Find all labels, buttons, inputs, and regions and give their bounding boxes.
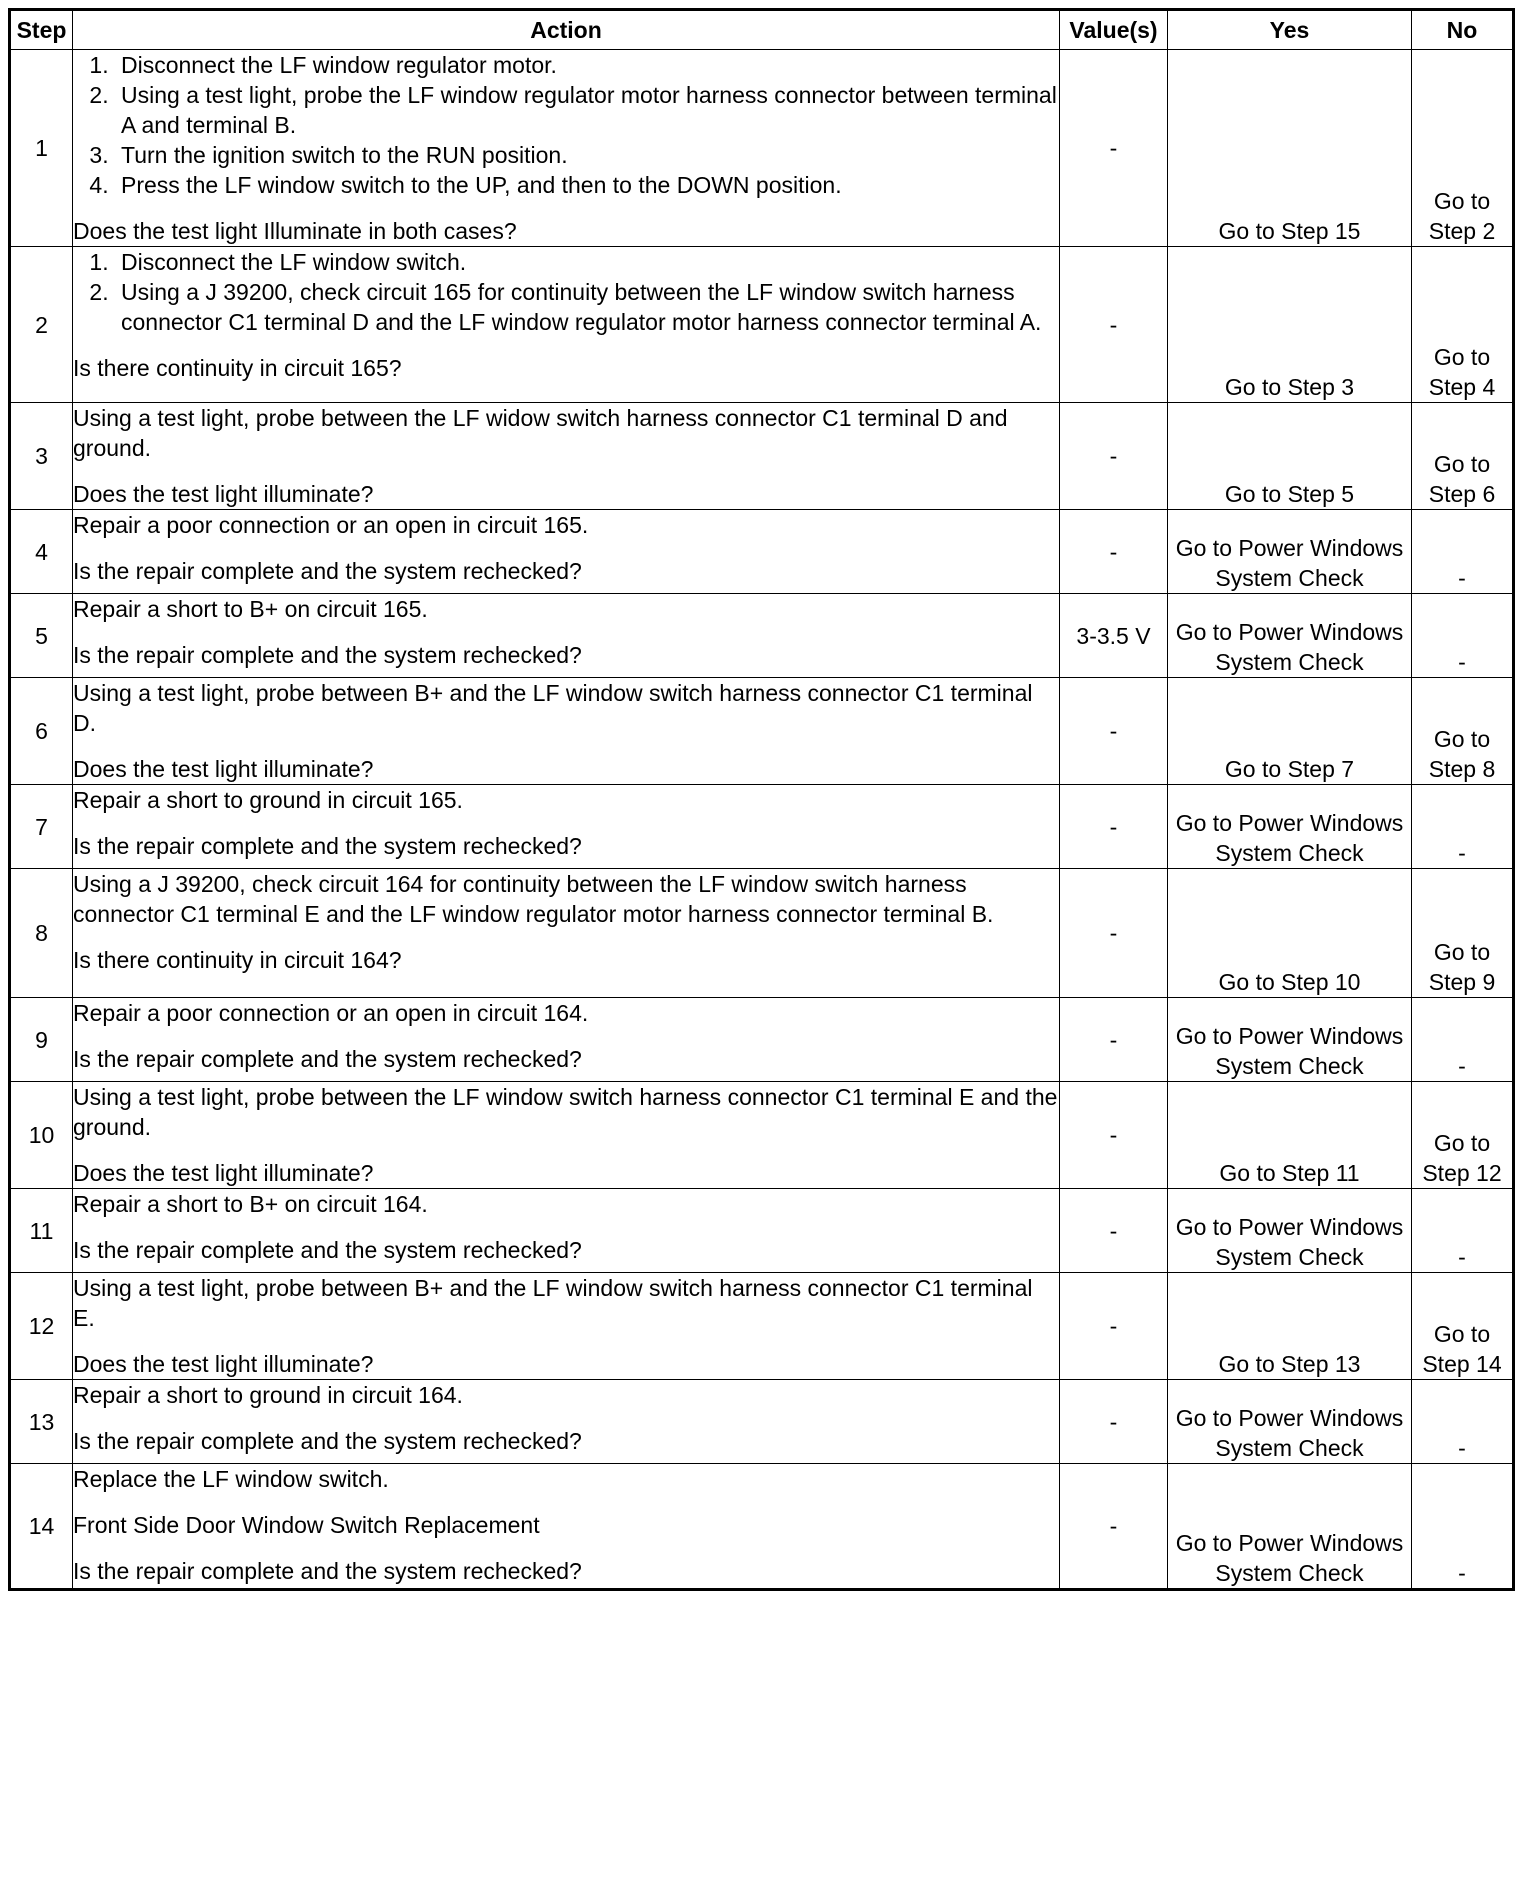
action-question: Is the repair complete and the system rechecked? — [73, 558, 582, 584]
yes-cell: Go to Power Windows System Check — [1168, 1189, 1412, 1273]
yes-cell: Go to Power Windows System Check — [1168, 594, 1412, 678]
table-row — [10, 869, 1514, 998]
value-cell: 3-3.5 V — [1060, 594, 1168, 678]
action-text: Using a test light, probe between the LF window switch harness connector C1 terminal E and the ground. — [73, 1084, 1058, 1140]
table-row — [10, 1380, 1514, 1464]
action-question: Does the test light illuminate? — [73, 1160, 374, 1186]
value-cell: - — [1060, 403, 1168, 510]
step-number: 10 — [10, 1082, 73, 1189]
value-cell: - — [1060, 998, 1168, 1082]
value-cell: - — [1060, 247, 1168, 403]
no-cell: Go to Step 2 — [1412, 50, 1514, 247]
yes-cell: Go to Step 5 — [1168, 403, 1412, 510]
table-row — [10, 678, 1514, 785]
action-text: Using a test light, probe between the LF widow switch harness connector C1 terminal D and ground. — [73, 405, 1008, 461]
action-text: Using a test light, probe between B+ and the LF window switch harness connector C1 terminal E. — [73, 1275, 1033, 1331]
action-question: Is the repair complete and the system rechecked? — [73, 1558, 582, 1584]
action-text: Replace the LF window switch. — [73, 1466, 389, 1492]
action-step: 1. Disconnect the LF window regulator motor. — [115, 50, 1059, 80]
yes-cell: Go to Step 13 — [1168, 1273, 1412, 1380]
action-cell — [73, 1082, 1060, 1189]
step-number: 9 — [10, 998, 73, 1082]
diagnostic-table — [8, 8, 1515, 1591]
no-cell: - — [1412, 1380, 1514, 1464]
yes-cell: Go to Step 10 — [1168, 869, 1412, 998]
yes-cell: Go to Step 7 — [1168, 678, 1412, 785]
action-step: 1. Disconnect the LF window switch. — [115, 247, 1059, 277]
step-number: 11 — [10, 1189, 73, 1273]
action-question: Is the repair complete and the system rechecked? — [73, 1428, 582, 1454]
no-cell: - — [1412, 510, 1514, 594]
step-number: 4 — [10, 510, 73, 594]
action-cell — [73, 1464, 1060, 1590]
action-cell — [73, 1273, 1060, 1380]
yes-cell: Go to Power Windows System Check — [1168, 510, 1412, 594]
action-text: Using a J 39200, check circuit 164 for continuity between the LF window switch harness connector C1 terminal E and the LF window regulator motor harness connector terminal B. — [73, 871, 994, 927]
action-steps-list — [73, 247, 1059, 337]
step-number: 3 — [10, 403, 73, 510]
header-action: Action — [73, 10, 1060, 50]
action-question: Does the test light Illuminate in both cases? — [73, 218, 517, 244]
header-row — [10, 10, 1514, 50]
action-question: Is the repair complete and the system rechecked? — [73, 642, 582, 668]
no-cell: Go to Step 8 — [1412, 678, 1514, 785]
value-cell: - — [1060, 785, 1168, 869]
action-step: 4. Press the LF window switch to the UP, and then to the DOWN position. — [115, 170, 1059, 200]
procedure-link[interactable]: Front Side Door Window Switch Replacement — [73, 1512, 540, 1538]
step-number: 1 — [10, 50, 73, 247]
no-cell: - — [1412, 1189, 1514, 1273]
yes-cell: Go to Power Windows System Check — [1168, 998, 1412, 1082]
no-cell: - — [1412, 998, 1514, 1082]
action-text: Repair a short to ground in circuit 165. — [73, 787, 463, 813]
table-row — [10, 1189, 1514, 1273]
action-cell — [73, 594, 1060, 678]
action-question: Is the repair complete and the system rechecked? — [73, 1046, 582, 1072]
action-step: 2. Using a test light, probe the LF window regulator motor harness connector between terminal A and terminal B. — [115, 80, 1059, 140]
yes-cell: Go to Step 15 — [1168, 50, 1412, 247]
step-number: 8 — [10, 869, 73, 998]
action-cell — [73, 50, 1060, 247]
step-number: 13 — [10, 1380, 73, 1464]
action-step: 2. Using a J 39200, check circuit 165 for continuity between the LF window switch harness connector C1 terminal D and the LF window regulator motor harness connector terminal A. — [115, 277, 1059, 337]
table-row — [10, 594, 1514, 678]
action-question: Is the repair complete and the system rechecked? — [73, 1237, 582, 1263]
no-cell: Go to Step 9 — [1412, 869, 1514, 998]
value-cell: - — [1060, 678, 1168, 785]
value-cell: - — [1060, 1189, 1168, 1273]
header-step: Step — [10, 10, 73, 50]
action-cell — [73, 247, 1060, 403]
yes-cell: Go to Step 3 — [1168, 247, 1412, 403]
table-row — [10, 1464, 1514, 1590]
header-yes: Yes — [1168, 10, 1412, 50]
action-question: Is the repair complete and the system rechecked? — [73, 833, 582, 859]
action-cell — [73, 869, 1060, 998]
no-cell: Go to Step 4 — [1412, 247, 1514, 403]
value-cell: - — [1060, 1273, 1168, 1380]
table-body — [10, 50, 1514, 1590]
step-number: 7 — [10, 785, 73, 869]
step-number: 5 — [10, 594, 73, 678]
no-cell: Go to Step 14 — [1412, 1273, 1514, 1380]
action-question: Does the test light illuminate? — [73, 756, 374, 782]
table-row — [10, 50, 1514, 247]
action-cell — [73, 678, 1060, 785]
action-cell — [73, 1189, 1060, 1273]
action-text: Repair a short to B+ on circuit 165. — [73, 596, 428, 622]
step-number: 2 — [10, 247, 73, 403]
action-steps-list — [73, 50, 1059, 200]
table-row — [10, 403, 1514, 510]
step-number: 12 — [10, 1273, 73, 1380]
value-cell: - — [1060, 50, 1168, 247]
value-cell: - — [1060, 1464, 1168, 1590]
header-values: Value(s) — [1060, 10, 1168, 50]
action-cell — [73, 785, 1060, 869]
value-cell: - — [1060, 510, 1168, 594]
table-row — [10, 1273, 1514, 1380]
action-cell — [73, 998, 1060, 1082]
table-row — [10, 998, 1514, 1082]
action-text: Repair a poor connection or an open in circuit 165. — [73, 512, 589, 538]
action-text: Repair a short to B+ on circuit 164. — [73, 1191, 428, 1217]
action-question: Does the test light illuminate? — [73, 481, 374, 507]
action-step: 3. Turn the ignition switch to the RUN position. — [115, 140, 1059, 170]
action-cell — [73, 403, 1060, 510]
action-question: Is there continuity in circuit 164? — [73, 947, 402, 973]
no-cell: - — [1412, 785, 1514, 869]
action-cell — [73, 510, 1060, 594]
table-row — [10, 510, 1514, 594]
header-no: No — [1412, 10, 1514, 50]
no-cell: Go to Step 12 — [1412, 1082, 1514, 1189]
no-cell: Go to Step 6 — [1412, 403, 1514, 510]
value-cell: - — [1060, 1380, 1168, 1464]
yes-cell: Go to Step 11 — [1168, 1082, 1412, 1189]
yes-cell: Go to Power Windows System Check — [1168, 1380, 1412, 1464]
table-row — [10, 247, 1514, 403]
table-row — [10, 1082, 1514, 1189]
no-cell: - — [1412, 594, 1514, 678]
no-cell: - — [1412, 1464, 1514, 1590]
action-question: Is there continuity in circuit 165? — [73, 355, 402, 381]
action-cell — [73, 1380, 1060, 1464]
step-number: 6 — [10, 678, 73, 785]
yes-cell: Go to Power Windows System Check — [1168, 785, 1412, 869]
action-text: Repair a short to ground in circuit 164. — [73, 1382, 463, 1408]
action-text: Using a test light, probe between B+ and the LF window switch harness connector C1 terminal D. — [73, 680, 1033, 736]
value-cell: - — [1060, 869, 1168, 998]
step-number: 14 — [10, 1464, 73, 1590]
table-row — [10, 785, 1514, 869]
value-cell: - — [1060, 1082, 1168, 1189]
yes-cell: Go to Power Windows System Check — [1168, 1464, 1412, 1590]
action-text: Repair a poor connection or an open in circuit 164. — [73, 1000, 589, 1026]
action-question: Does the test light illuminate? — [73, 1351, 374, 1377]
